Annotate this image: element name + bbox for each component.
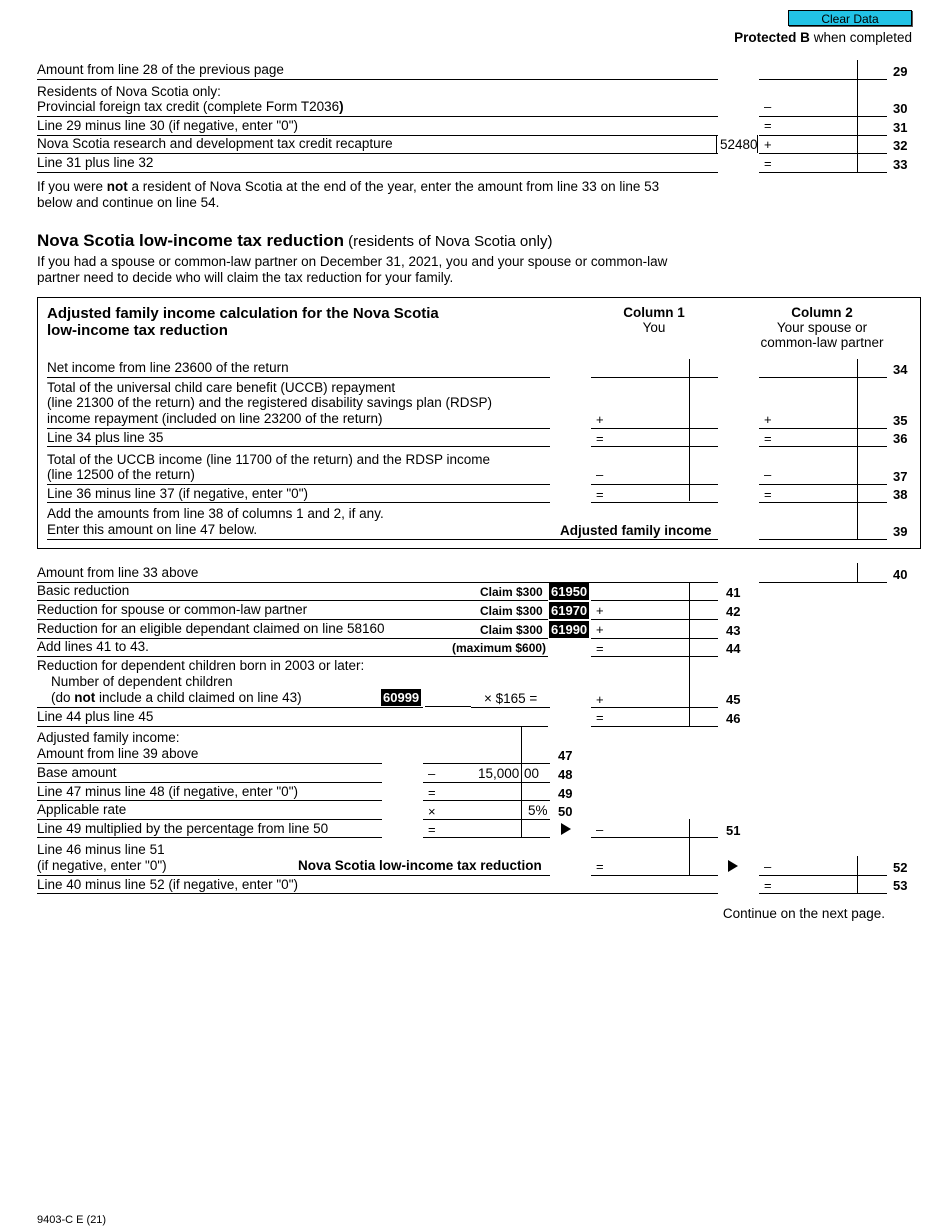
line-41-number: 41 — [726, 585, 741, 600]
line-29-number: 29 — [893, 64, 908, 79]
line-52-label-2: (if negative, enter "0") — [37, 858, 167, 873]
line-51-arrow-icon — [561, 823, 571, 835]
line-52-operator-2: – — [764, 859, 772, 874]
line-51-label: Line 49 multiplied by the percentage from line 50 — [37, 821, 329, 836]
line-42-label: Reduction for spouse or common-law partner — [37, 602, 308, 617]
line-53-field[interactable] — [759, 877, 887, 894]
line-38-col2-operator: = — [764, 487, 772, 502]
line-43-operator: + — [596, 622, 604, 637]
line-38-number: 38 — [893, 487, 908, 502]
line-47-label-1: Adjusted family income: — [37, 730, 180, 745]
line-41-field[interactable] — [591, 583, 718, 601]
line-46-operator: = — [596, 710, 604, 725]
line-41-code: 61950 — [551, 584, 588, 599]
line-39-label-2: Enter this amount on line 47 below. — [47, 522, 258, 537]
line-31-label: Line 29 minus line 30 (if negative, enter "0") — [37, 118, 298, 133]
line-47-label-2: Amount from line 39 above — [37, 746, 199, 761]
line-29-field[interactable] — [759, 62, 857, 80]
line-32-code: 52480 — [720, 137, 758, 152]
line-53-operator: = — [764, 878, 772, 893]
line-52-label-1: Line 46 minus line 51 — [37, 842, 165, 857]
line-48-operator: – — [428, 766, 436, 781]
line-48-base-cents: 00 — [524, 766, 540, 781]
line-34-label: Net income from line 23600 of the return — [47, 360, 289, 375]
line-52-number: 52 — [893, 860, 908, 875]
line-39-field[interactable] — [759, 522, 887, 540]
line-40-label: Amount from line 33 above — [37, 565, 199, 580]
line-34-number: 34 — [893, 362, 908, 377]
line-37-label-1: Total of the UCCB income (line 11700 of the return) and the RDSP income — [47, 452, 490, 467]
line-53-label: Line 40 minus line 52 (if negative, enter "0") — [37, 877, 298, 892]
line-35-label-3: income repayment (included on line 23200 of the return) — [47, 411, 383, 426]
line-35-col2-field[interactable] — [759, 411, 887, 429]
line-36-col1-operator: = — [596, 431, 604, 446]
line-45-operator: + — [596, 692, 604, 707]
section-intro-1: If you had a spouse or common-law partner on December 31, 2021, you and your spouse or common-law — [37, 254, 668, 269]
line-37-col1-operator: – — [596, 467, 604, 482]
line-42-number: 42 — [726, 604, 741, 619]
line-36-number: 36 — [893, 431, 908, 446]
line-31-field[interactable] — [759, 118, 857, 136]
line-49-operator: = — [428, 785, 436, 800]
line-48-number: 48 — [558, 767, 573, 782]
line-34-col1-field[interactable] — [591, 360, 718, 378]
line-52-operator: = — [596, 859, 604, 874]
line-43-field[interactable] — [591, 621, 718, 639]
line-38-label: Line 36 minus line 37 (if negative, enter "0") — [47, 486, 308, 501]
afi-heading-1: Adjusted family income calculation for the Nova Scotia — [47, 305, 439, 322]
line-38-col1-operator: = — [596, 487, 604, 502]
line-39-label-1: Add the amounts from line 38 of columns 1 and 2, if any. — [47, 506, 384, 521]
non-resident-note: If you were not a resident of Nova Scotia at the end of the year, enter the amount from line 33 on line 53 — [37, 179, 660, 194]
section-title: Nova Scotia low-income tax reduction (residents of Nova Scotia only) — [37, 231, 553, 250]
line-29-label: Amount from line 28 of the previous page — [37, 62, 284, 77]
line-40-field[interactable] — [759, 565, 887, 583]
continue-next-page: Continue on the next page. — [722, 906, 885, 921]
line-30-label-2: Provincial foreign tax credit (complete Form T2036) — [37, 99, 344, 114]
line-32-operator: + — [764, 137, 772, 152]
line-35-label-2: (line 21300 of the return) and the registered disability savings plan (RDSP) — [47, 395, 492, 410]
line-43-label: Reduction for an eligible dependant claimed on line 58160 — [37, 621, 385, 636]
line-33-label: Line 31 plus line 32 — [37, 155, 154, 170]
line-47-field[interactable] — [423, 746, 550, 764]
line-45-number: 45 — [726, 692, 741, 707]
line-37-col1-field[interactable] — [591, 467, 718, 485]
line-43-number: 43 — [726, 623, 741, 638]
line-43-claim: Claim $300 — [480, 623, 543, 637]
line-37-number: 37 — [893, 469, 908, 484]
line-44-field[interactable] — [591, 639, 718, 657]
line-41-claim: Claim $300 — [480, 585, 543, 599]
line-48-label: Base amount — [37, 765, 117, 780]
line-40-number: 40 — [893, 567, 908, 582]
line-49-label: Line 47 minus line 48 (if negative, enter "0") — [37, 784, 298, 799]
line-30-field[interactable] — [759, 99, 857, 117]
line-49-field[interactable] — [423, 784, 550, 801]
line-42-operator: + — [596, 603, 604, 618]
line-45-label-2: Number of dependent children — [51, 674, 233, 689]
line-52-arrow-icon — [728, 860, 738, 872]
adjusted-family-income-label: Adjusted family income — [560, 523, 712, 538]
line-32-label: Nova Scotia research and development tax credit recapture — [37, 136, 393, 151]
line-47-number: 47 — [558, 748, 573, 763]
line-43-code: 61990 — [551, 622, 588, 637]
line-45-label-1: Reduction for dependent children born in 2003 or later: — [37, 658, 365, 673]
non-resident-note-2: below and continue on line 54. — [37, 195, 220, 210]
line-50-operator: × — [428, 804, 436, 819]
column-2-subtitle-1: Your spouse or — [776, 320, 868, 335]
line-44-maximum: (maximum $600) — [452, 641, 547, 655]
line-33-field[interactable] — [759, 155, 857, 173]
column-1-title: Column 1 — [623, 305, 685, 320]
line-51-operator: = — [428, 822, 436, 837]
line-31-number: 31 — [893, 120, 908, 135]
line-36-col2-field[interactable] — [759, 430, 887, 447]
line-37-col2-field[interactable] — [759, 467, 887, 485]
line-48-base-dollars: 15,000 — [478, 766, 520, 781]
line-36-label: Line 34 plus line 35 — [47, 430, 164, 445]
line-50-label: Applicable rate — [37, 802, 127, 817]
line-35-label-1: Total of the universal child care benefit (UCCB) repayment — [47, 380, 396, 395]
afi-heading-2: low-income tax reduction — [47, 322, 228, 339]
line-44-operator: = — [596, 641, 604, 656]
line-38-col2-field[interactable] — [759, 486, 887, 503]
line-53-number: 53 — [893, 878, 908, 893]
line-32-field[interactable] — [759, 136, 857, 154]
line-45-code: 60999 — [383, 690, 420, 705]
line-37-label-2: (line 12500 of the return) — [47, 467, 195, 482]
line-42-field[interactable] — [591, 602, 718, 620]
form-identifier: 9403-C E (21) — [37, 1214, 107, 1226]
line-31-operator: = — [764, 118, 772, 133]
line-49-number: 49 — [558, 786, 573, 801]
line-35-col1-field[interactable] — [591, 411, 718, 429]
line-35-col2-operator: + — [764, 412, 772, 427]
line-50-number: 50 — [558, 804, 573, 819]
line-35-number: 35 — [893, 413, 908, 428]
line-52-field[interactable] — [759, 858, 887, 876]
line-52-calc-field[interactable] — [591, 858, 718, 876]
line-51-field[interactable] — [591, 821, 718, 838]
column-2-title: Column 2 — [791, 305, 853, 320]
line-51-calc-field[interactable] — [423, 821, 550, 838]
line-33-number: 33 — [893, 157, 908, 172]
line-45-field[interactable] — [591, 690, 718, 708]
line-44-number: 44 — [726, 641, 741, 656]
line-45-children-field[interactable] — [425, 689, 471, 707]
line-45-multiplier: × $165 = — [484, 691, 538, 706]
line-51-number: 51 — [726, 823, 741, 838]
line-50-rate: 5% — [528, 803, 548, 818]
clear-data-button[interactable]: Clear Data — [788, 10, 912, 26]
section-intro-2: partner need to decide who will claim the tax reduction for your family. — [37, 270, 454, 285]
line-39-number: 39 — [893, 524, 908, 539]
line-42-code: 61970 — [551, 603, 588, 618]
line-34-col2-field[interactable] — [759, 360, 887, 378]
line-30-label-1: Residents of Nova Scotia only: — [37, 84, 221, 99]
line-33-operator: = — [764, 156, 772, 171]
line-35-col1-operator: + — [596, 412, 604, 427]
line-38-col1-field[interactable] — [591, 486, 718, 503]
line-46-field[interactable] — [591, 709, 718, 727]
line-41-label: Basic reduction — [37, 583, 130, 598]
line-44-label: Add lines 41 to 43. — [37, 639, 149, 654]
line-36-col2-operator: = — [764, 431, 772, 446]
protected-b-label: Protected B when completed — [734, 30, 912, 45]
line-45-label-3: (do not include a child claimed on line 43) — [51, 690, 302, 705]
line-51-operator-2: – — [596, 822, 604, 837]
line-46-label: Line 44 plus line 45 — [37, 709, 154, 724]
line-30-number: 30 — [893, 101, 908, 116]
line-30-operator: – — [764, 99, 772, 114]
line-37-col2-operator: – — [764, 467, 772, 482]
line-46-number: 46 — [726, 711, 741, 726]
low-income-tax-reduction-label: Nova Scotia low-income tax reduction — [298, 858, 542, 873]
line-42-claim: Claim $300 — [480, 604, 543, 618]
column-2-subtitle-2: common-law partner — [760, 335, 884, 350]
column-1-subtitle: You — [642, 320, 666, 335]
line-32-number: 32 — [893, 138, 908, 153]
line-36-col1-field[interactable] — [591, 430, 718, 447]
